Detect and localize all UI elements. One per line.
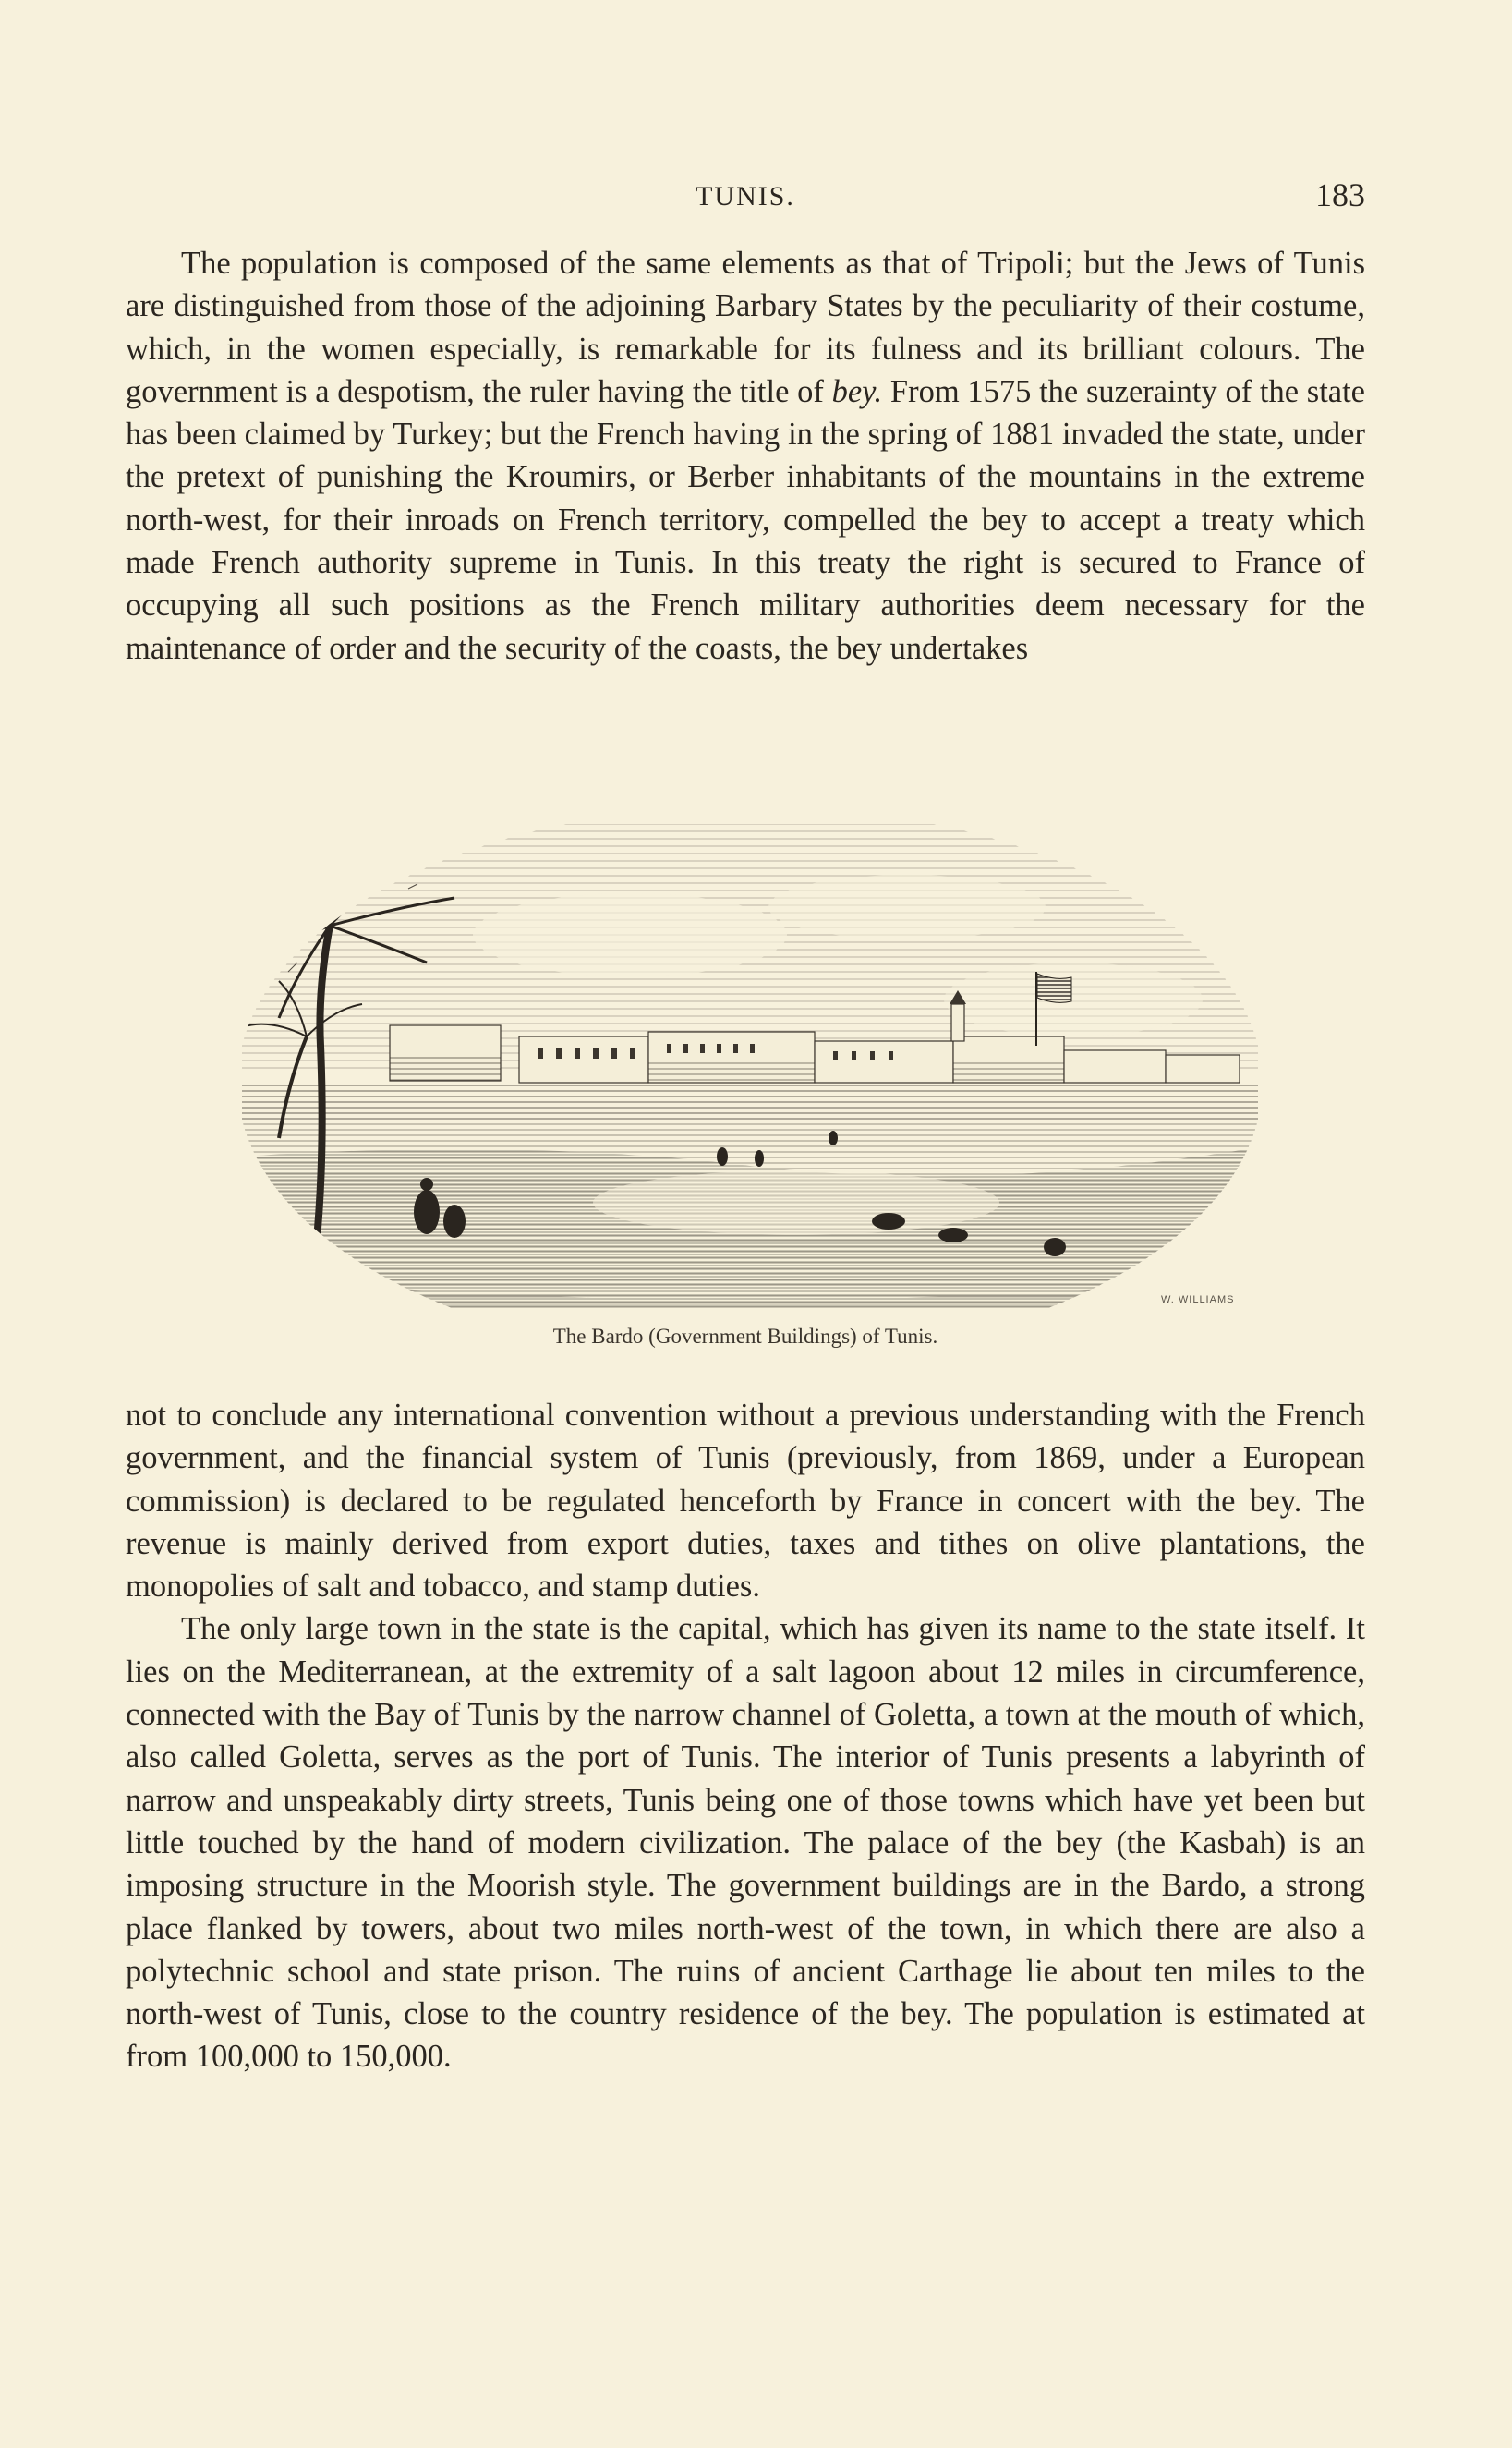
engraving-bardo <box>242 806 1258 1309</box>
paragraph-text-rest: From 1575 the suzerainty of the state has been claimed by Turkey; but the French having in the spring of 1881 invaded the state, under the pretext of punishing the Kroumirs, or Berber inhabitants of the mountains in the extreme north-west, for their inroads on French territory, compelled the bey to accept a treaty which made French authority supreme in Tunis. In this treaty the right is secured to France of occupying all such positions as the French military authorities deem necessary for the maintenance of order and the security of the coasts, the bey undertakes <box>126 373 1365 666</box>
running-title: TUNIS. <box>696 181 795 212</box>
paragraph-population <box>126 242 1365 670</box>
running-head <box>126 176 1365 216</box>
svg-text:W. WILLIAMS: W. WILLIAMS <box>1161 1294 1235 1305</box>
paragraph-text: The population is composed of the same elements as that of Tripoli; but the Jews of Tunis are distinguished from those of the adjoining Barbary States by the peculiarity of their costume, which, in the women especially, is remarkable for its fulness and its brilliant colours. The government is a despotism, the ruler having the title of <box>126 246 1365 409</box>
paragraph-capital: The only large town in the state is the capital, which has given its name to the state itself. It lies on the Mediterranean, at the extremity of a salt lagoon about 12 miles in circumference, connected with the Bay of Tunis by the narrow channel of Goletta, a town at the mouth of which, also called Goletta, serves as the port of Tunis. The interior of Tunis presents a labyrinth of narrow and unspeakably dirty streets, Tunis being one of those towns which have yet been but little touched by the hand of modern civilization. The palace of the bey (the Kasbah) is an imposing structure in the Moorish style. The government buildings are in the Bardo, a strong place flanked by towers, about two miles north-west of the town, in which there are also a polytechnic school and state prison. The ruins of ancient Carthage lie about ten miles to the north-west of Tunis, close to the country residence of the bey. The population is estimated at from 100,000 to 150,000. <box>126 1611 1365 2075</box>
engraving-illustration <box>242 806 1258 1309</box>
figure-caption: The Bardo (Government Buildings) of Tunis. <box>552 1325 938 1348</box>
text-block-bottom <box>126 1394 1365 2078</box>
text-block-top <box>126 242 1365 670</box>
paragraph-continuation: not to conclude any international convention without a previous understanding with the French government, and the financial system of Tunis (previously, from 1869, under a European commission) is declared to be regulated henceforth by France in concert with the bey. The revenue is mainly derived from export duties, taxes and tithes on olive plantations, the monopolies of salt and tobacco, and stamp duties. <box>126 1398 1365 1605</box>
page-number: 183 <box>1315 176 1365 213</box>
italic-term-bey: bey. <box>831 373 883 409</box>
